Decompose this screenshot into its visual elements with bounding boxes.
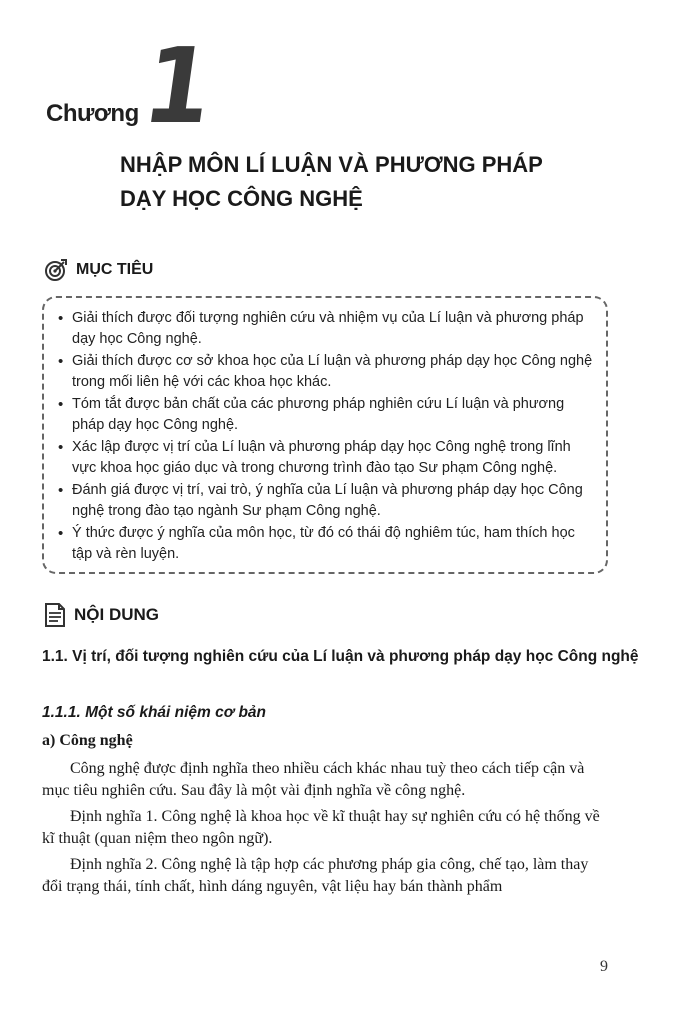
objectives-box: [42, 296, 608, 574]
page-number: 9: [600, 958, 608, 975]
section-1-1-1-heading: 1.1.1. Một số khái niệm cơ bản: [42, 704, 267, 721]
document-icon: [44, 602, 66, 628]
objective-item: • Tóm tắt được bản chất của các phương pháp nghiên cứu Lí luận và phương pháp dạy học Công nghệ.: [56, 394, 596, 436]
chapter-label: Chương: [46, 100, 139, 127]
content-heading: [44, 602, 159, 628]
chapter-title: [120, 148, 543, 216]
body-paragraph-3: Định nghĩa 2. Công nghệ là tập hợp các phương pháp gia công, chế tạo, làm thay đổi trạng thái, tính chất, hình dáng nguyên, vật liệu hay bán thành phẩm: [42, 856, 589, 895]
body-paragraph-1: Công nghệ được định nghĩa theo nhiều cách khác nhau tuỳ theo cách tiếp cận và mục tiêu nghiên cứu. Sau đây là một vài định nghĩa về công nghệ.: [42, 760, 585, 799]
objective-item: • Ý thức được ý nghĩa của môn học, từ đó có thái độ nghiêm túc, ham thích học tập và rèn luyện.: [56, 523, 596, 565]
subsection-a-heading: a) Công nghệ: [42, 732, 133, 749]
objective-item: • Đánh giá được vị trí, vai trò, ý nghĩa của Lí luận và phương pháp dạy học Công nghệ trong đào tạo ngành Sư phạm Công nghệ.: [56, 480, 596, 522]
section-1-1-heading: 1.1. Vị trí, đối tượng nghiên cứu của Lí luận và phương pháp dạy học Công nghệ: [42, 648, 639, 665]
objectives-heading-label: MỤC TIÊU: [76, 261, 154, 278]
objectives-heading: [44, 258, 153, 282]
chapter-number: 1: [136, 25, 221, 147]
body-paragraph-2: Định nghĩa 1. Công nghệ là khoa học về kĩ thuật hay sự nghiên cứu có hệ thống về kĩ thuật (quan niệm theo ngôn ngữ).: [42, 808, 600, 847]
chapter-title-line-1: NHẬP MÔN LÍ LUẬN VÀ PHƯƠNG PHÁP: [120, 152, 543, 177]
objectives-list: [56, 308, 596, 566]
content-heading-label: NỘI DUNG: [74, 605, 159, 624]
objective-item: • Giải thích được cơ sở khoa học của Lí luận và phương pháp dạy học Công nghệ trong mối liên hệ với các khoa học khác.: [56, 351, 596, 393]
objective-item: • Giải thích được đối tượng nghiên cứu và nhiệm vụ của Lí luận và phương pháp dạy học Công nghệ.: [56, 308, 596, 350]
objective-item: • Xác lập được vị trí của Lí luận và phương pháp dạy học Công nghệ trong lĩnh vực khoa học giáo dục và trong chương trình đào tạo Sư phạm Công nghệ.: [56, 437, 596, 479]
target-icon: [44, 258, 68, 282]
chapter-title-line-2: DẠY HỌC CÔNG NGHỆ: [120, 186, 363, 211]
